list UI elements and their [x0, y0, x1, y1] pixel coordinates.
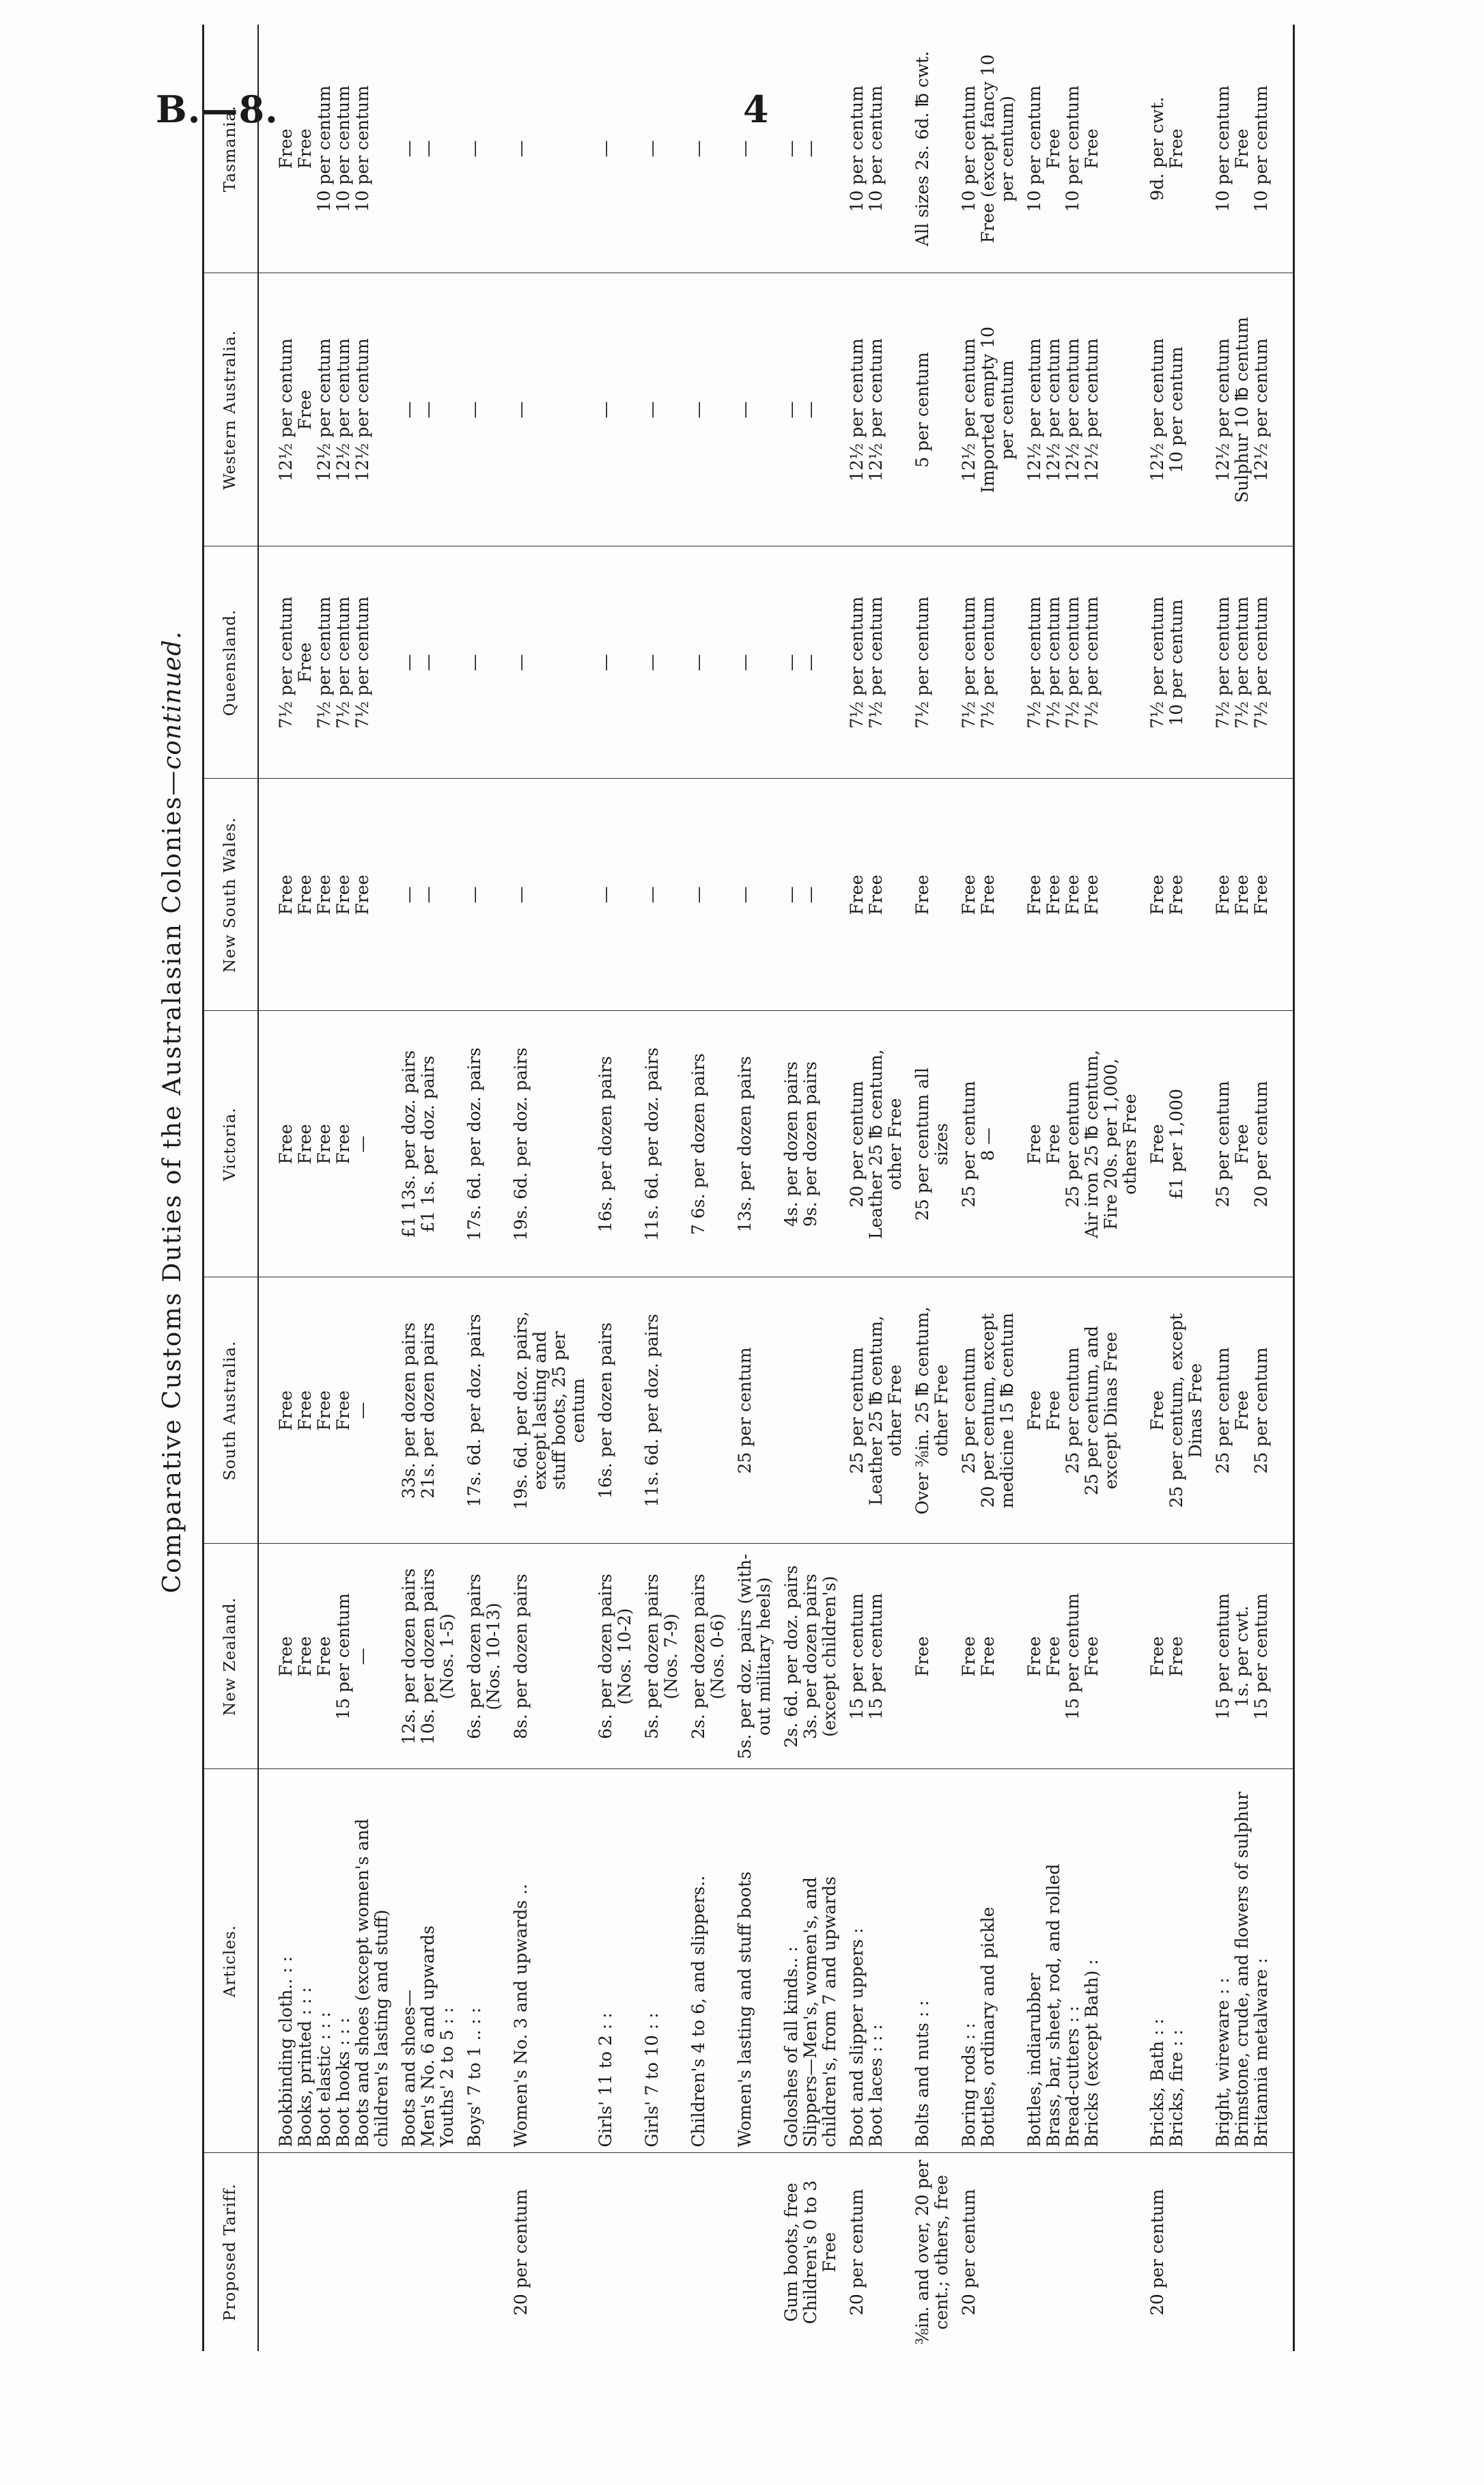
cell-new-south-wales: —	[685, 779, 731, 1011]
cell-victoria: 19s. 6d. per doz. pairs	[507, 1011, 592, 1277]
cell-new-zealand: 6s. per dozen pairs (Nos. 10-13)	[461, 1544, 507, 1769]
cell-new-south-wales: —	[461, 779, 507, 1011]
table-row	[778, 25, 843, 2351]
cell-queensland: —	[685, 546, 731, 779]
cell-victoria: 25 per centum Free 20 per centum	[1209, 1011, 1294, 1277]
cell-proposed	[461, 2153, 507, 2351]
cell-western-australia: 12½ per centum Imported empty 10 per centum	[955, 273, 1021, 546]
col-header-queensland: Queensland.	[204, 546, 258, 779]
table-row	[1209, 25, 1294, 2351]
cell-south-australia: 33s. per dozen pairs 21s. per dozen pairs	[395, 1277, 461, 1544]
table-title-text: Comparative Customs Duties of the Australasian Colonies—	[158, 769, 186, 1594]
cell-south-australia: Free Free Free Free —	[258, 1277, 395, 1544]
cell-south-australia: 16s. per dozen pairs	[592, 1277, 639, 1544]
cell-western-australia: 12½ per centum 12½ per centum 12½ per centum 12½ per centum	[1021, 273, 1144, 546]
cell-proposed	[258, 2153, 395, 2351]
table-title	[158, 122, 186, 2102]
cell-proposed	[731, 2153, 778, 2351]
cell-south-australia: Free 25 per centum, except Dinas Free	[1144, 1277, 1209, 1544]
cell-south-australia: Over ⅜in. 25 ℔ centum, other Free	[909, 1277, 955, 1544]
table-row	[507, 25, 592, 2351]
cell-proposed: 20 per centum	[510, 2189, 531, 2316]
col-header-proposed: Proposed Tariff.	[204, 2153, 258, 2351]
cell-western-australia: —	[731, 273, 778, 546]
cell-tasmania: —	[685, 25, 731, 273]
table-row	[592, 25, 639, 2351]
cell-queensland: —	[639, 546, 685, 779]
cell-victoria: Free £1 per 1,000	[1144, 1011, 1209, 1277]
cell-article: Women's No. 3 and upwards ..	[507, 1769, 592, 2153]
cell-new-south-wales: Free Free Free Free	[1021, 779, 1144, 1011]
cell-proposed	[1209, 2153, 1294, 2351]
cell-tasmania: 10 per centum Free (except fancy 10 per centum)	[955, 25, 1021, 273]
cell-queensland: —	[461, 546, 507, 779]
cell-tasmania: 10 per centum Free 10 per centum	[1209, 25, 1294, 273]
table-row	[639, 25, 685, 2351]
cell-new-south-wales: — —	[395, 779, 461, 1011]
table-row	[395, 25, 461, 2351]
cell-article: Girls' 7 to 10 : :	[639, 1769, 685, 2153]
page-number: 4	[743, 87, 769, 131]
cell-queensland: 7½ per centum 10 per centum	[1144, 546, 1209, 779]
cell-victoria: Free Free 25 per centum Air iron 25 ℔ centum, Fire 20s. per 1,000, others Free	[1021, 1011, 1144, 1277]
cell-queensland: 7½ per centum	[909, 546, 955, 779]
cell-queensland: —	[592, 546, 639, 779]
page-reference: B.—8.	[156, 87, 279, 131]
cell-new-zealand: 5s. per dozen pairs (Nos. 7-9)	[639, 1544, 685, 1769]
cell-new-south-wales: —	[639, 779, 685, 1011]
cell-tasmania: 10 per centum 10 per centum	[843, 25, 909, 273]
cell-new-zealand: 12s. per dozen pairs 10s. per dozen pairs (Nos. 1-5)	[395, 1544, 461, 1769]
cell-article: Bottles, indiarubber Brass, bar, sheet, rod, and rolled Bread-cutters : : Bricks (except Bath) :	[1021, 1769, 1144, 2153]
cell-tasmania: —	[639, 25, 685, 273]
header-row	[204, 25, 258, 2351]
cell-victoria: 7 6s. per dozen pairs	[685, 1011, 731, 1277]
cell-tasmania: Free Free 10 per centum 10 per centum 10 per centum	[258, 25, 395, 273]
cell-article: Boot and slipper uppers : Boot laces : : :	[843, 1769, 909, 2153]
col-header-new-zealand: New Zealand.	[204, 1544, 258, 1769]
cell-new-zealand: 8s. per dozen pairs	[507, 1544, 592, 1769]
cell-tasmania: — —	[395, 25, 461, 273]
col-header-western-australia: Western Australia.	[204, 273, 258, 546]
cell-western-australia: 12½ per centum 10 per centum	[1144, 273, 1209, 546]
cell-victoria: 11s. 6d. per doz. pairs	[639, 1011, 685, 1277]
cell-tasmania: —	[507, 25, 592, 273]
cell-new-zealand: 2s. 6d. per doz. pairs 3s. per dozen pairs (except children's)	[778, 1544, 843, 1769]
cell-article: Women's lasting and stuff boots	[731, 1769, 778, 2153]
cell-article: Bookbinding cloth.. : : Books, printed : : : Boot elastic : : : Boot hooks : : : Boots and shoes (except women's and children's lasting and stuff)	[258, 1769, 395, 2153]
cell-proposed: Gum boots, free Children's 0 to 3 Free	[781, 2180, 839, 2324]
cell-article: Boring rods : : Bottles, ordinary and pickle	[955, 1769, 1021, 2153]
cell-article: Boots and shoes— Men's No. 6 and upwards Youths' 2 to 5 : :	[395, 1769, 461, 2153]
cell-queensland: 7½ per centum 7½ per centum	[955, 546, 1021, 779]
cell-proposed	[685, 2153, 731, 2351]
cell-new-zealand: Free Free	[955, 1544, 1021, 1769]
cell-proposed: 20 per centum	[1147, 2189, 1167, 2316]
cell-victoria: 4s. per dozen pairs 9s. per dozen pairs	[778, 1011, 843, 1277]
cell-new-zealand: Free Free Free 15 per centum —	[258, 1544, 395, 1769]
cell-queensland: — —	[778, 546, 843, 779]
cell-western-australia: —	[507, 273, 592, 546]
cell-new-zealand: 15 per centum 15 per centum	[843, 1544, 909, 1769]
cell-new-south-wales: —	[592, 779, 639, 1011]
cell-proposed: ⅜in. and over, 20 per cent.; others, free	[912, 2159, 951, 2345]
cell-south-australia: 25 per centum	[731, 1277, 778, 1544]
cell-tasmania: — —	[778, 25, 843, 273]
cell-south-australia: 25 per centum 20 per centum, except medicine 15 ℔ centum	[955, 1277, 1021, 1544]
cell-tasmania: —	[461, 25, 507, 273]
cell-queensland: 7½ per centum 7½ per centum 7½ per centum 7½ per centum	[1021, 546, 1144, 779]
col-header-victoria: Victoria.	[204, 1011, 258, 1277]
cell-queensland: —	[731, 546, 778, 779]
cell-victoria: Free Free Free Free —	[258, 1011, 395, 1277]
cell-victoria: 17s. 6d. per doz. pairs	[461, 1011, 507, 1277]
table-row	[461, 25, 507, 2351]
cell-south-australia: 11s. 6d. per doz. pairs	[639, 1277, 685, 1544]
cell-new-south-wales: Free Free Free	[1209, 779, 1294, 1011]
table-row	[955, 25, 1021, 2351]
cell-new-zealand: 15 per centum 1s. per cwt. 15 per centum	[1209, 1544, 1294, 1769]
cell-tasmania: 9d. per cwt. Free	[1144, 25, 1209, 273]
cell-south-australia: 25 per centum Free 25 per centum	[1209, 1277, 1294, 1544]
cell-victoria: 20 per centum Leather 25 ℔ centum, other Free	[843, 1011, 909, 1277]
cell-new-south-wales: —	[507, 779, 592, 1011]
cell-article: Girls' 11 to 2 : :	[592, 1769, 639, 2153]
cell-new-zealand: Free	[909, 1544, 955, 1769]
col-header-articles: Articles.	[204, 1769, 258, 2153]
table-row	[685, 25, 731, 2351]
cell-new-zealand: 6s. per dozen pairs (Nos. 10-2)	[592, 1544, 639, 1769]
col-header-south-australia: South Australia.	[204, 1277, 258, 1544]
cell-new-south-wales: Free Free Free Free Free	[258, 779, 395, 1011]
cell-queensland: — —	[395, 546, 461, 779]
cell-new-zealand: Free Free	[1144, 1544, 1209, 1769]
table-row	[258, 25, 395, 2351]
cell-queensland: 7½ per centum 7½ per centum	[843, 546, 909, 779]
cell-queensland: 7½ per centum Free 7½ per centum 7½ per centum 7½ per centum	[258, 546, 395, 779]
cell-south-australia	[778, 1277, 843, 1544]
cell-proposed	[639, 2153, 685, 2351]
cell-proposed	[1021, 2153, 1144, 2351]
cell-tasmania: All sizes 2s. 6d. ℔ cwt.	[909, 25, 955, 273]
cell-article: Bright, wireware : : Brimstone, crude, and flowers of sulphur Britannia metalware :	[1209, 1769, 1294, 2153]
cell-article: Goloshes of all kinds.. : Slippers—Men's, women's, and children's, from 7 and upwards	[778, 1769, 843, 2153]
cell-south-australia	[685, 1277, 731, 1544]
cell-victoria: 25 per centum 8 —	[955, 1011, 1021, 1277]
table-row	[1144, 25, 1209, 2351]
cell-new-south-wales: Free	[909, 779, 955, 1011]
cell-victoria: 25 per centum all sizes	[909, 1011, 955, 1277]
table-row	[731, 25, 778, 2351]
cell-victoria: £1 13s. per doz. pairs £1 1s. per doz. pairs	[395, 1011, 461, 1277]
cell-proposed: 20 per centum	[958, 2189, 979, 2316]
table-row	[1021, 25, 1144, 2351]
cell-new-zealand: Free Free 15 per centum Free	[1021, 1544, 1144, 1769]
cell-victoria: 16s. per dozen pairs	[592, 1011, 639, 1277]
cell-south-australia: Free Free 25 per centum 25 per centum, and except Dinas Free	[1021, 1277, 1144, 1544]
table-title-suffix: continued.	[158, 630, 186, 770]
cell-article: Bolts and nuts : :	[909, 1769, 955, 2153]
cell-western-australia: —	[461, 273, 507, 546]
cell-tasmania: 10 per centum Free 10 per centum Free	[1021, 25, 1144, 273]
cell-tasmania: —	[731, 25, 778, 273]
col-header-new-south-wales: New South Wales.	[204, 779, 258, 1011]
cell-article: Boys' 7 to 1 .. : :	[461, 1769, 507, 2153]
cell-new-zealand: 2s. per dozen pairs (Nos. 0-6)	[685, 1544, 731, 1769]
cell-queensland: 7½ per centum 7½ per centum 7½ per centum	[1209, 546, 1294, 779]
table-row	[843, 25, 909, 2351]
col-header-tasmania: Tasmania.	[204, 25, 258, 273]
cell-new-south-wales: — —	[778, 779, 843, 1011]
cell-western-australia: —	[639, 273, 685, 546]
cell-western-australia: — —	[395, 273, 461, 546]
cell-western-australia: 12½ per centum Sulphur 10 ℔ centum 12½ per centum	[1209, 273, 1294, 546]
cell-western-australia: — —	[778, 273, 843, 546]
cell-south-australia: 25 per centum Leather 25 ℔ centum, other Free	[843, 1277, 909, 1544]
cell-western-australia: 12½ per centum 12½ per centum	[843, 273, 909, 546]
cell-article: Bricks, Bath : : Bricks, fire : :	[1144, 1769, 1209, 2153]
cell-proposed: 20 per centum	[846, 2189, 867, 2316]
cell-western-australia: —	[592, 273, 639, 546]
cell-new-zealand: 5s. per doz. pairs (with- out military heels)	[731, 1544, 778, 1769]
cell-proposed	[592, 2153, 639, 2351]
cell-western-australia: 5 per centum	[909, 273, 955, 546]
cell-victoria: 13s. per dozen pairs	[731, 1011, 778, 1277]
table-row	[909, 25, 955, 2351]
cell-proposed	[395, 2153, 461, 2351]
cell-new-south-wales: Free Free	[843, 779, 909, 1011]
cell-western-australia: 12½ per centum Free 12½ per centum 12½ per centum 12½ per centum	[258, 273, 395, 546]
cell-south-australia: 19s. 6d. per doz. pairs, except lasting and stuff boots, 25 per centum	[507, 1277, 592, 1544]
customs-duties-table	[202, 25, 1295, 2351]
cell-western-australia: —	[685, 273, 731, 546]
cell-queensland: —	[507, 546, 592, 779]
cell-new-south-wales: Free Free	[1144, 779, 1209, 1011]
cell-south-australia: 17s. 6d. per doz. pairs	[461, 1277, 507, 1544]
cell-tasmania: —	[592, 25, 639, 273]
cell-article: Children's 4 to 6, and slippers..	[685, 1769, 731, 2153]
cell-new-south-wales: Free Free	[955, 779, 1021, 1011]
cell-new-south-wales: —	[731, 779, 778, 1011]
